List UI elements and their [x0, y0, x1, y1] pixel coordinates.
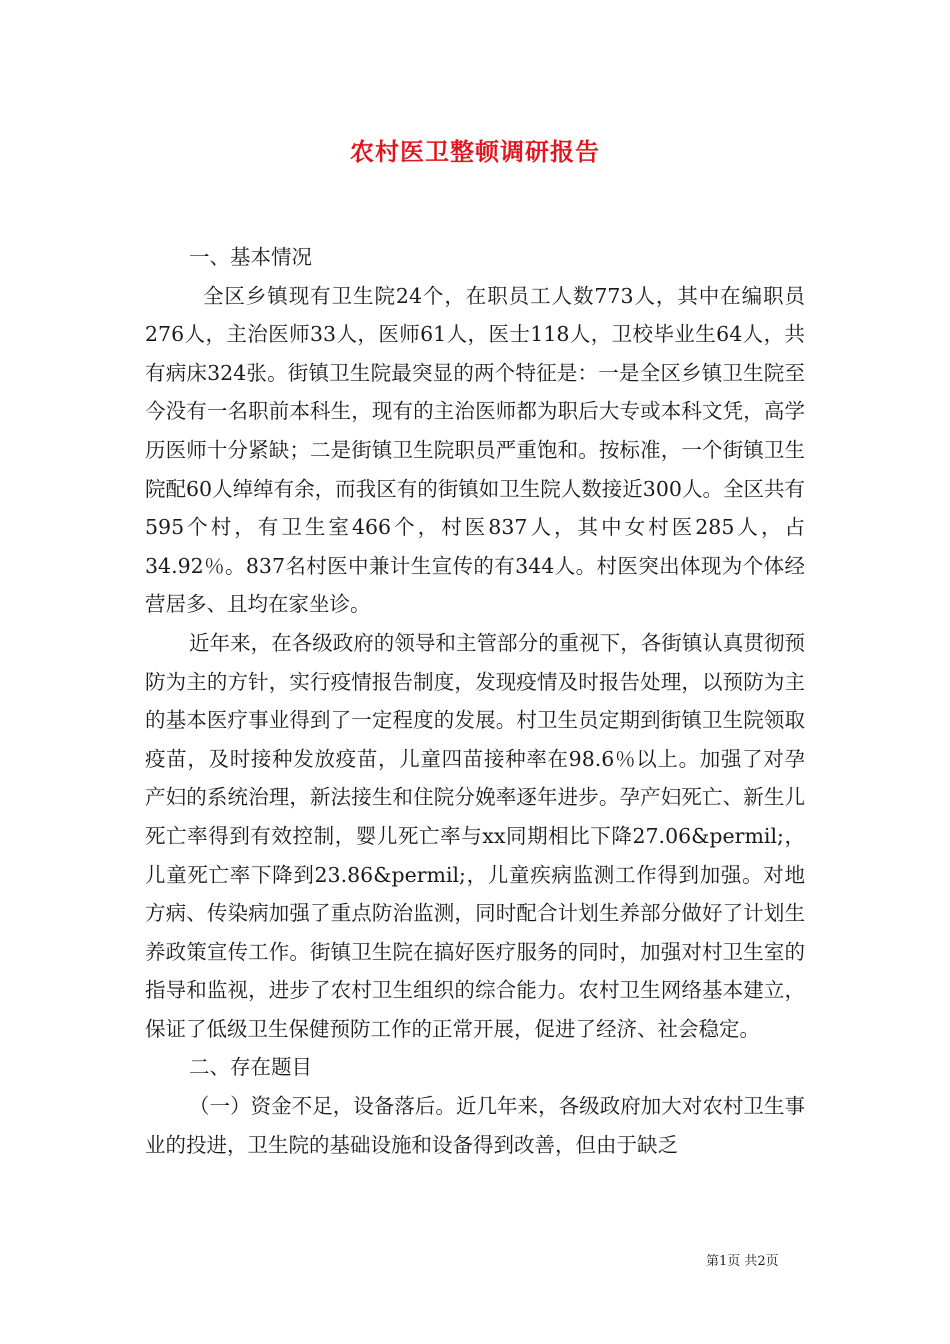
page-number: 第1页 共2页	[706, 1254, 779, 1269]
paragraph-basic-situation: 全区乡镇现有卫生院24个，在职员工人数773人，其中在编职员276人，主治医师33人，医师61人，医士118人，卫校毕业生64人，共有病床324张。街镇卫生院最突显的两个特征是：一是全区乡镇卫生院至今没有一名职前本科生，现有的主治医师都为职后大专或本科文凭，高学历医师十分紧缺；二是街镇卫生院职员严重饱和。按标准，一个街镇卫生院配60人绰绰有余，而我区有的街镇如卫生院人数接近300人。全区共有595个村，有卫生室466个，村医837人，其中女村医285人，占34.92％。837名村医中兼计生宣传的有344人。村医突出体现为个体经营居多、且均在家坐诊。	[145, 283, 805, 617]
document-body	[145, 238, 805, 1164]
paragraph-funding-shortage: （一）资金不足，设备落后。近几年来，各级政府加大对农村卫生事业的投进，卫生院的基础设施和设备得到改善，但由于缺乏	[145, 1094, 805, 1157]
section-heading-existing-problems: 二、存在题目	[189, 1055, 312, 1080]
section-heading-basic-situation: 一、基本情况	[189, 245, 312, 269]
document-title: 农村医卫整顿调研报告	[350, 137, 600, 166]
paragraph-recent-progress: 近年来，在各级政府的领导和主管部分的重视下，各街镇认真贯彻预防为主的方针，实行疫情报告制度，发现疫情及时报告处理，以预防为主的基本医疗事业得到了一定程度的发展。村卫生员定期到街镇卫生院领取疫苗，及时接种发放疫苗，儿童四苗接种率在98.6％以上。加强了对孕产妇的系统治理，新法接生和住院分娩率逐年进步。孕产妇死亡、新生儿死亡率得到有效控制，婴儿死亡率与xx同期相比下降27.06&permil;，儿童死亡率下降到23.86&permil;，儿童疾病监测工作得到加强。对地方病、传染病加强了重点防治监测，同时配合计划生养部分做好了计划生养政策宣传工作。街镇卫生院在搞好医疗服务的同时，加强对村卫生室的指导和监视，进步了农村卫生组织的综合能力。农村卫生网络基本建立，保证了低级卫生保健预防工作的正常开展，促进了经济、社会稳定。	[145, 630, 805, 1041]
